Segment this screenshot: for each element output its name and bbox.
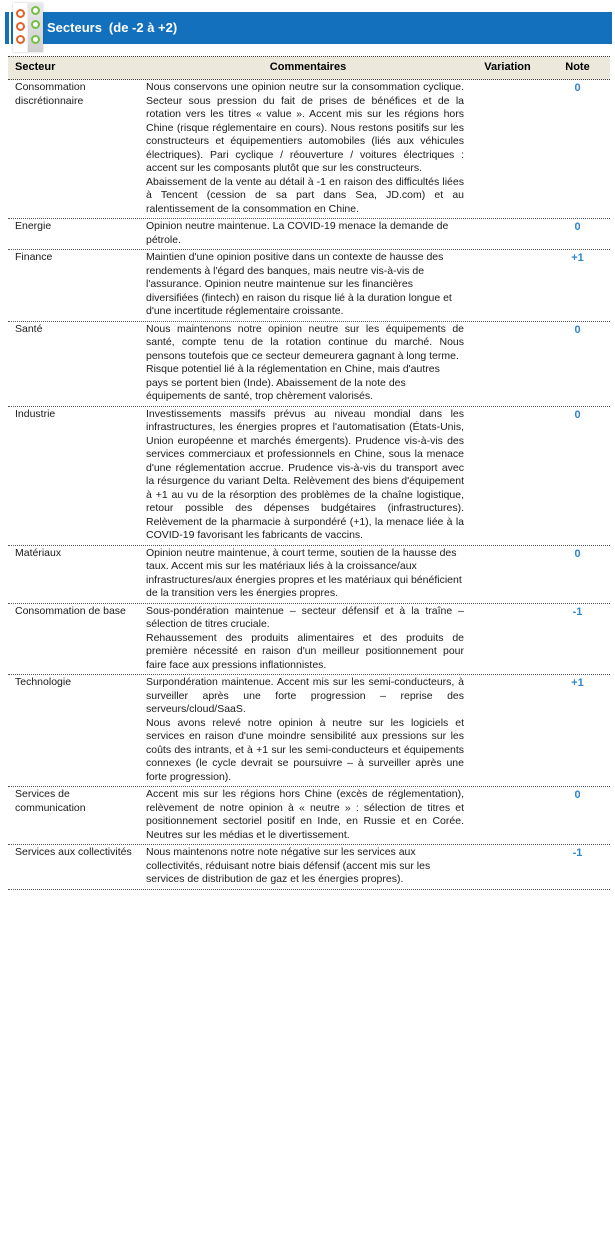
green-dot-icon <box>31 20 40 29</box>
note-value: -1 <box>572 847 583 859</box>
sector-name: Finance <box>15 251 53 263</box>
comment-paragraph: Abaissement de la vente au détail à -1 en raison des difficultés liées à Tencent (cession de sa part dans Sea, JD.com) et au ralentissement de la consommation en Chine. <box>146 175 464 215</box>
sector-comment <box>146 81 470 216</box>
note-value: 0 <box>574 221 581 233</box>
comment-paragraph: Nous maintenons notre note négative sur les services aux collectivités, réduisant notre biais défensif (accent mis sur les services de distribution de gaz et les énergies propres). <box>146 846 431 885</box>
sector-name: Consommation de base <box>15 604 126 617</box>
sector-comment <box>146 676 470 784</box>
table-row <box>8 219 610 250</box>
table-body <box>8 80 610 890</box>
section-title <box>47 12 177 44</box>
table-row <box>8 845 610 890</box>
table-header-row <box>8 56 610 80</box>
note-value: 0 <box>574 82 581 94</box>
sector-name: Energie <box>15 220 52 232</box>
column-header-commentaires: Commentaires <box>269 61 347 74</box>
green-dot-icon <box>31 35 40 44</box>
comment-paragraph: Nous maintenons notre opinion neutre sur les équipements de santé, compte tenu de la rotation continue du marché. Nous pensons toutefois que ce secteur demeurera gagnant à long terme. <box>146 322 464 362</box>
variation-value <box>470 220 545 247</box>
note-value: +1 <box>571 252 584 264</box>
table-row <box>8 787 610 845</box>
table-row <box>8 80 610 219</box>
sector-name: Matériaux <box>15 546 62 559</box>
variation-value <box>470 605 545 673</box>
note-value: +1 <box>571 677 584 689</box>
column-header-note: Note <box>565 61 590 74</box>
sector-comment <box>146 846 470 887</box>
comment-paragraph: Risque potentiel lié à la réglementation en Chine, mais d'autres pays se portent bien (Inde). Abaissement de la note des équipements de santé, trop chèrement valorisés. <box>146 363 440 402</box>
comment-paragraph: Investissements massifs prévus au niveau mondial dans les infrastructures, les énergies propres et l'automatisation (États-Unis, Union européenne et marchés émergents). Prudence vis-à-vis des services commerciaux et professionnels en Chine, sous la menace d'une réglementation accrue. Prudence vis-à-vis du transport avec la résurgence du variant Delta. Relèvement des biens d'équipement à +1 au vu de la résorption des problèmes de la chaîne logistique, retour possible des dépenses budgétaires (infrastructures). Relèvement de la pharmacie à surpondéré (+1), la menace liée à la COVID-19 favorisant les fabricants de vaccins. <box>146 407 464 541</box>
section-banner <box>11 12 612 44</box>
sector-name: Industrie <box>15 407 56 420</box>
sector-comment <box>146 408 470 543</box>
sector-name: Services de communication <box>15 788 86 814</box>
sector-comment <box>146 323 470 404</box>
table-row <box>8 675 610 787</box>
section-title-text: Secteurs <box>47 20 102 35</box>
sector-comment <box>146 251 470 319</box>
note-value: -1 <box>572 605 583 618</box>
note-value: 0 <box>574 547 581 560</box>
sector-name: Services aux collectivités <box>15 846 132 858</box>
note-value: 0 <box>574 323 581 336</box>
comment-paragraph: Surpondération maintenue. Accent mis sur les semi-conducteurs, à surveiller après une forte progression – reprise des serveurs/cloud/SaaS. <box>146 676 464 715</box>
sectors-table <box>8 56 610 890</box>
comment-paragraph: Maintien d'une opinion positive dans un contexte de hausse des rendements à l'égard des banques, mais neutre vis-à-vis de l'assurance. Opinion neutre maintenue sur les financières diversifiées (fintech) en raison du risque lié à la duration longue et d'une incertitude réglementaire croissante. <box>146 251 452 317</box>
variation-value <box>470 81 545 216</box>
logo-orange-dots-icon <box>13 3 28 52</box>
green-dot-icon <box>31 6 40 15</box>
sector-name: Consommation discrétionnaire <box>15 81 86 107</box>
sector-name: Technologie <box>15 676 72 688</box>
sector-comment <box>146 605 470 673</box>
variation-value <box>470 251 545 319</box>
variation-value <box>470 323 545 404</box>
table-row <box>8 604 610 676</box>
comment-paragraph: Opinion neutre maintenue. La COVID-19 menace la demande de pétrole. <box>146 220 449 246</box>
table-row <box>8 407 610 546</box>
comment-paragraph: Opinion neutre maintenue, à court terme, soutien de la hausse des taux. Accent mis sur les matériaux liés à la croissance/aux infrastructures/aux énergies propres et les matériaux qui bénéficient de la transition vers les énergies propres. <box>146 546 462 599</box>
comment-paragraph: Nous conservons une opinion neutre sur la consommation cyclique. Secteur sous pression du fait de prises de bénéfices et de la rotation vers les titres « value ». Accent mis sur les régions hors Chine (risque réglementaire en cours). Nous restons positifs sur les constructeurs et équipementiers automobiles (liés aux véhicules électriques). Pari cyclique / réouverture / voitures électriques : accent sur les composants plutôt que sur les constructeurs. <box>146 81 464 174</box>
sector-name: Santé <box>15 322 43 335</box>
note-value: 0 <box>574 408 581 421</box>
note-value: 0 <box>574 789 581 801</box>
orange-dot-icon <box>16 22 25 31</box>
column-header-secteur: Secteur <box>15 61 56 74</box>
orange-dot-icon <box>16 9 25 18</box>
banner-accent-stripe <box>5 12 9 44</box>
comment-paragraph: Accent mis sur les régions hors Chine (excès de réglementation), relèvement de notre opinion à « neutre » : sélection de titres et positionnement sectoriel positif en Inde, en Russie et en Corée. Neutres sur les médias et le divertissement. <box>146 788 464 841</box>
comment-paragraph: Sous-pondération maintenue – secteur défensif et à la traîne – sélection de titres cruciale. <box>146 604 464 630</box>
sector-comment <box>146 220 470 247</box>
column-header-variation: Variation <box>484 61 531 74</box>
brand-logo <box>13 3 43 52</box>
table-row <box>8 322 610 407</box>
table-row <box>8 546 610 604</box>
comment-paragraph: Nous avons relevé notre opinion à neutre sur les logiciels et services en raison d'une moindre sensibilité aux pressions sur les coûts des intrants, et à +1 sur les semi-conducteurs et équipements connexes (le cycle devrait se poursuivre – à surveiller après une forte progression). <box>146 716 464 783</box>
variation-value <box>470 788 545 842</box>
variation-value <box>470 846 545 887</box>
sector-comment <box>146 547 470 601</box>
section-title-range: (de -2 à +2) <box>108 20 178 35</box>
table-row <box>8 250 610 322</box>
variation-value <box>470 408 545 543</box>
variation-value <box>470 547 545 601</box>
variation-value <box>470 676 545 784</box>
sector-comment <box>146 788 470 842</box>
orange-dot-icon <box>16 35 25 44</box>
logo-green-dots-icon <box>28 3 43 52</box>
comment-paragraph: Rehaussement des produits alimentaires et des produits de première nécessité en raison d'un meilleur positionnement pour faire face aux pressions inflationnistes. <box>146 631 464 671</box>
